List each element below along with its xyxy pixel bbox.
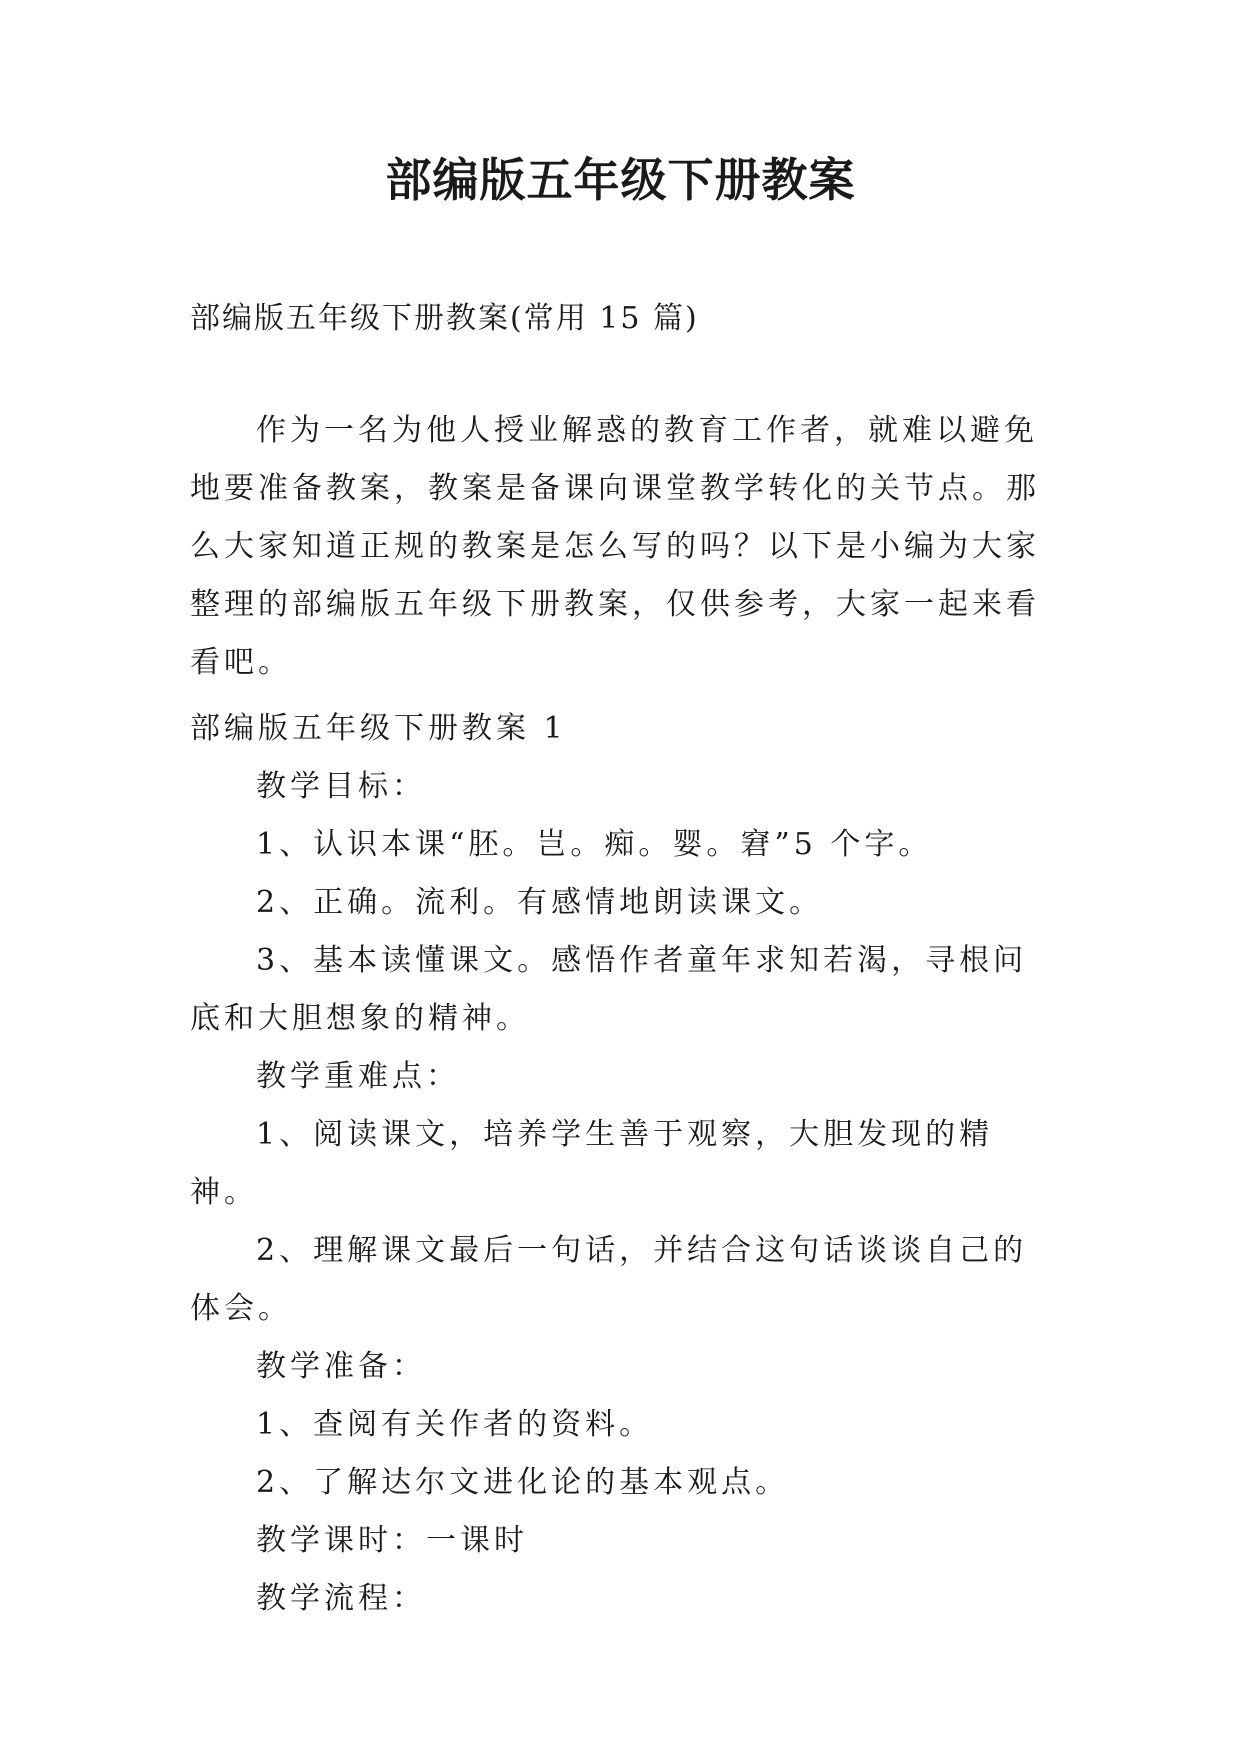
intro-paragraph: 作为一名为他人授业解惑的教育工作者，就难以避免地要准备教案，教案是备课向课堂教学转化的关节点。那么大家知道正规的教案是怎么写的吗？以下是小编为大家整理的部编版五年级下册教案，仅供参考，大家一起来看看吧。: [190, 413, 1040, 680]
paragraph: 教学目标：: [256, 769, 426, 804]
paragraph: 1、阅读课文，培养学生善于观察，大胆发现的精神。: [190, 1117, 994, 1210]
paragraph: 教学重难点：: [256, 1059, 460, 1094]
paragraph: 2、了解达尔文进化论的基本观点。: [256, 1465, 790, 1500]
lesson-section: [190, 700, 1060, 1628]
paragraph: 3、基本读懂课文。感悟作者童年求知若渴，寻根问底和大胆想象的精神。: [190, 943, 1028, 1036]
section-heading: 部编版五年级下册教案 1: [190, 711, 567, 746]
document-subtitle: 部编版五年级下册教案(常用 15 篇): [190, 301, 699, 336]
paragraph: 1、查阅有关作者的资料。: [256, 1407, 654, 1442]
paragraph: 1、认识本课“胚。岂。痴。婴。窘”5 个字。: [256, 827, 933, 862]
paragraph: 2、正确。流利。有感情地朗读课文。: [256, 885, 824, 920]
paragraph: 2、理解课文最后一句话，并结合这句话谈谈自己的体会。: [190, 1233, 1028, 1326]
paragraph: 教学准备：: [256, 1349, 426, 1384]
intro-block: [190, 402, 1060, 692]
paragraph: 教学流程：: [256, 1581, 426, 1616]
paragraph: 教学课时：一课时: [256, 1523, 528, 1558]
document-title: 部编版五年级下册教案: [385, 153, 856, 207]
